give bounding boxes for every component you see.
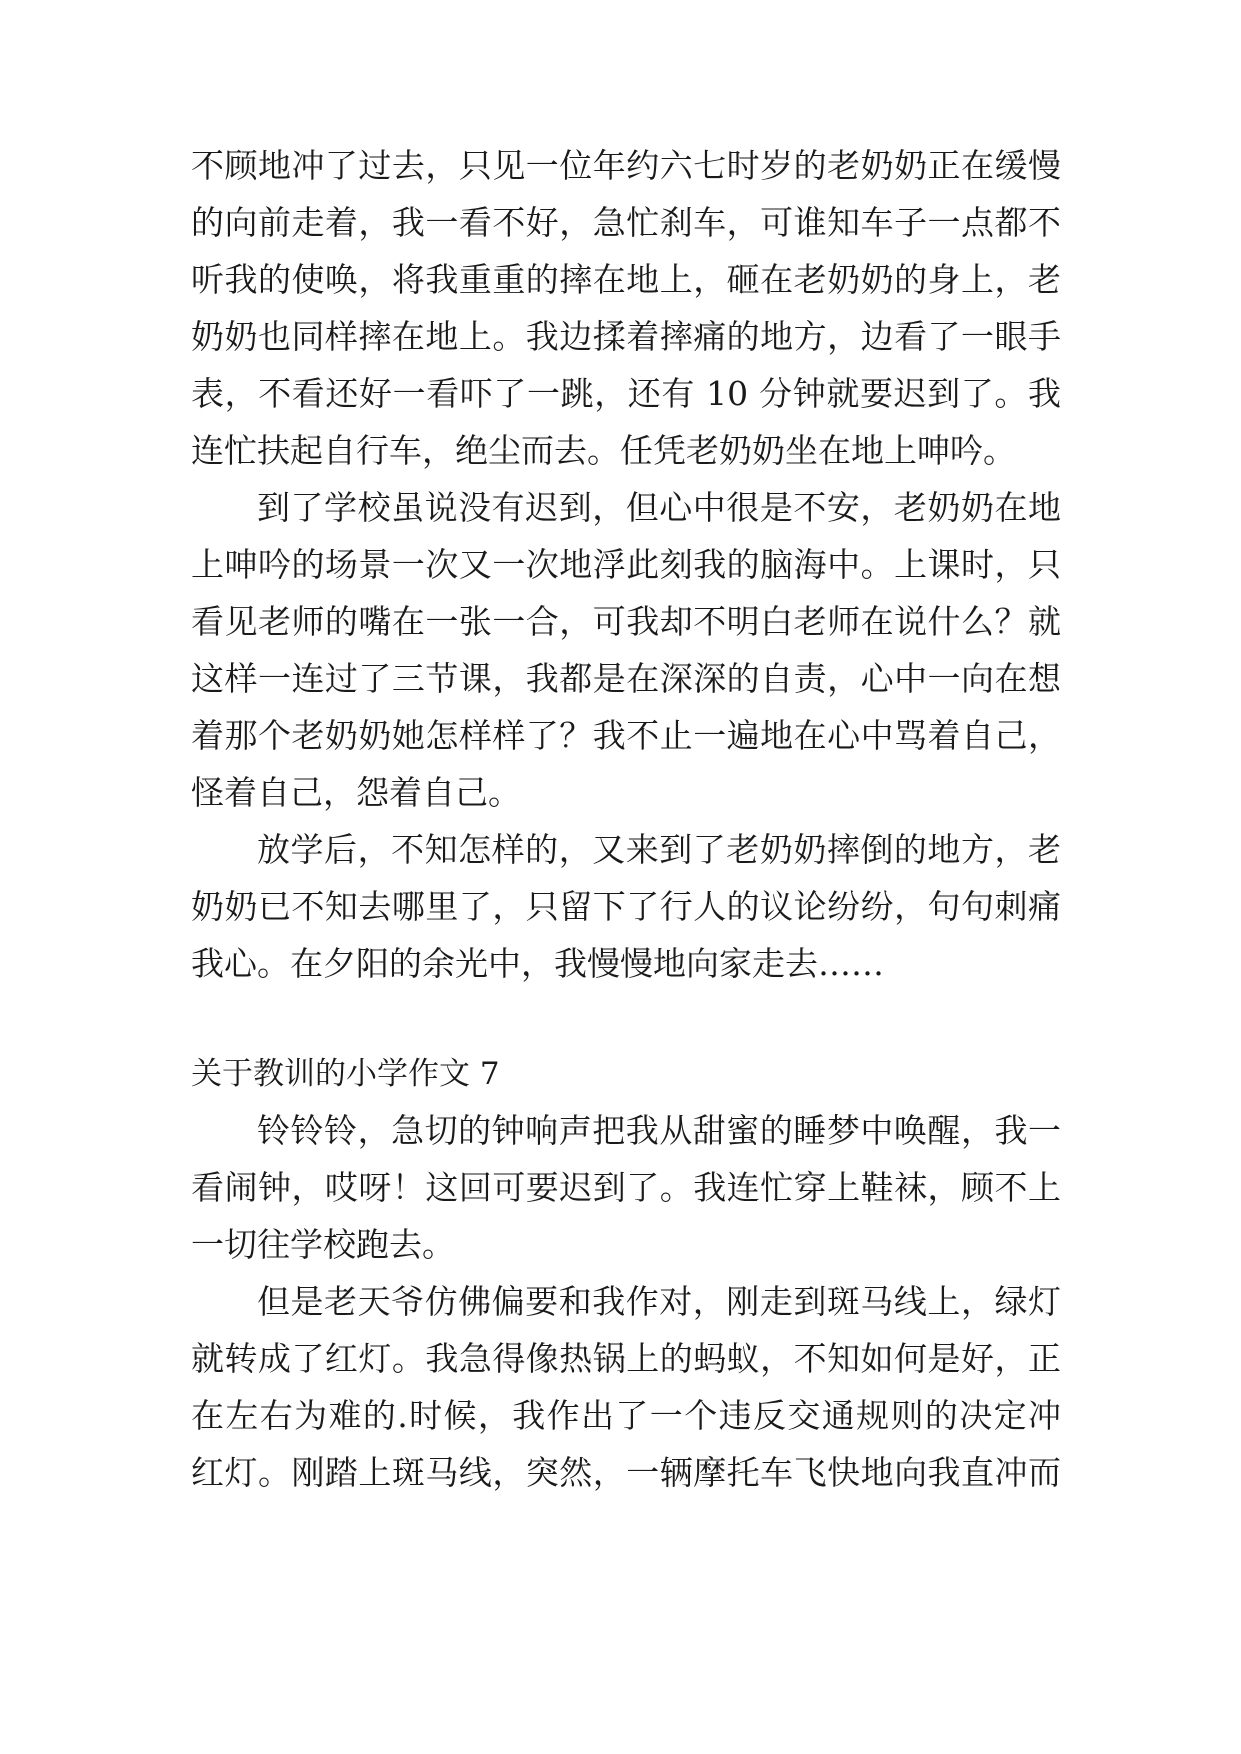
paragraph-line: 不顾地冲了过去，只见一位年约六七时岁的老奶奶正在缓慢 bbox=[191, 146, 1061, 185]
paragraph-line: 表，不看还好一看吓了一跳，还有 10 分钟就要迟到了。我 bbox=[191, 374, 1061, 413]
paragraph-line: 连忙扶起自行车，绝尘而去。任凭老奶奶坐在地上呻吟。 bbox=[191, 431, 1016, 470]
paragraph-line: 到了学校虽说没有迟到，但心中很是不安，老奶奶在地 bbox=[257, 488, 1061, 527]
paragraph-line: 在左右为难的.时候，我作出了一个违反交通规则的决定冲 bbox=[191, 1396, 1061, 1435]
paragraph-line: 放学后，不知怎样的，又来到了老奶奶摔倒的地方，老 bbox=[257, 830, 1061, 869]
paragraph-line: 我心。在夕阳的余光中，我慢慢地向家走去…… bbox=[191, 944, 884, 983]
paragraph-line: 就转成了红灯。我急得像热锅上的蚂蚁，不知如何是好，正 bbox=[191, 1339, 1061, 1378]
paragraph-line: 奶奶已不知去哪里了，只留下了行人的议论纷纷，句句刺痛 bbox=[191, 887, 1061, 926]
paragraph-line: 这样一连过了三节课，我都是在深深的自责，心中一向在想 bbox=[191, 659, 1061, 698]
paragraph-line: 红灯。刚踏上斑马线，突然，一辆摩托车飞快地向我直冲而 bbox=[191, 1453, 1061, 1492]
paragraph-line: 一切往学校跑去。 bbox=[191, 1225, 455, 1264]
paragraph-line: 怪着自己，怨着自己。 bbox=[191, 773, 521, 812]
essay-heading: 关于教训的小学作文 7 bbox=[191, 1056, 500, 1092]
paragraph-line: 看闹钟，哎呀！这回可要迟到了。我连忙穿上鞋袜，顾不上 bbox=[191, 1168, 1061, 1207]
paragraph-line: 奶奶也同样摔在地上。我边揉着摔痛的地方，边看了一眼手 bbox=[191, 317, 1061, 356]
paragraph-line: 上呻吟的场景一次又一次地浮此刻我的脑海中。上课时，只 bbox=[191, 545, 1061, 584]
paragraph-line: 但是老天爷仿佛偏要和我作对，刚走到斑马线上，绿灯 bbox=[257, 1282, 1061, 1321]
paragraph-line: 听我的使唤，将我重重的摔在地上，砸在老奶奶的身上，老 bbox=[191, 260, 1061, 299]
paragraph-line: 着那个老奶奶她怎样样了？我不止一遍地在心中骂着自己， bbox=[191, 716, 1061, 755]
paragraph-line: 看见老师的嘴在一张一合，可我却不明白老师在说什么？就 bbox=[191, 602, 1061, 641]
paragraph-line: 的向前走着，我一看不好，急忙刹车，可谁知车子一点都不 bbox=[191, 203, 1061, 242]
paragraph-line: 铃铃铃，急切的钟响声把我从甜蜜的睡梦中唤醒，我一 bbox=[257, 1111, 1061, 1150]
